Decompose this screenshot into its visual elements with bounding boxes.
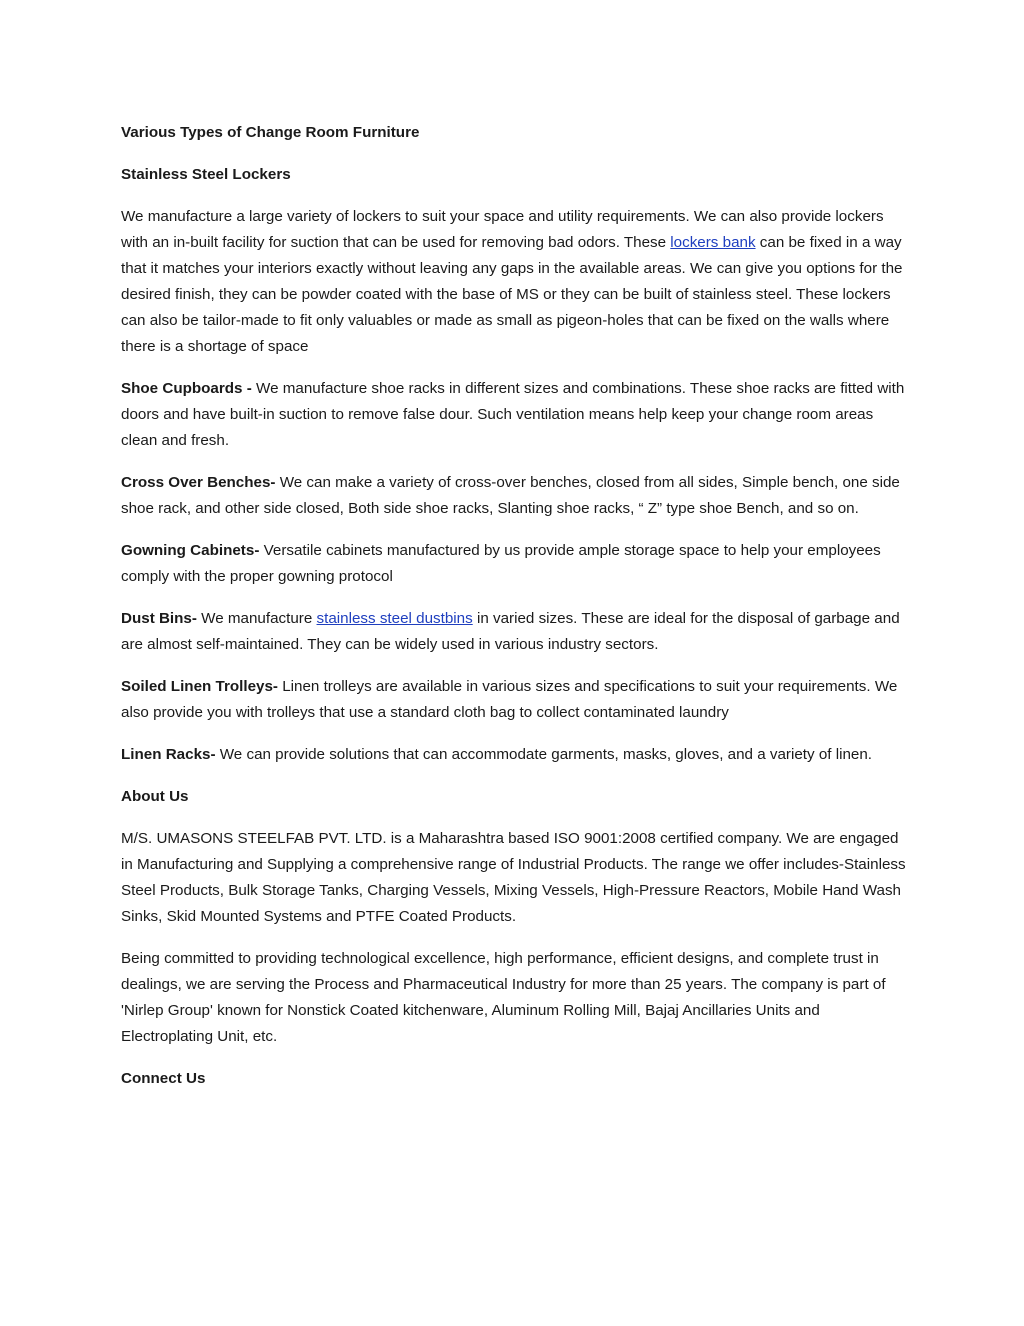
shoe-cupboards-paragraph [121, 376, 907, 454]
document-page [121, 120, 907, 1108]
gowning-lead: Gowning Cabinets- [121, 542, 260, 559]
shoe-cupboards-text: We manufacture shoe racks in different sizes and combinations. These shoe racks are fitted with doors and have built-in suction to remove false dour. Such ventilation means help keep your change room areas clean and fresh. [121, 380, 905, 449]
gowning-paragraph [121, 538, 907, 590]
gowning-text: Versatile cabinets manufactured by us provide ample storage space to help your employees comply with the proper gowning protocol [121, 542, 881, 585]
lockers-text-start: We manufacture a large variety of lockers to suit your space and utility requirements. We can also provide lockers with an in-built facility for suction that can be used for removing bad odors. These [121, 208, 884, 251]
lockers-text-end: can be fixed in a way that it matches your interiors exactly without leaving any gaps in the available areas. We can give you options for the desired finish, they can be powder coated with the base of MS or they can be built of stainless steel. These lockers can also be tailor-made to fit only valuables or made as small as pigeon-holes that can be fixed on the walls where there is a shortage of space [121, 234, 903, 355]
about-heading: About Us [121, 788, 189, 805]
connect-heading: Connect Us [121, 1070, 206, 1087]
stainless-steel-dustbins-link[interactable]: stainless steel dustbins [316, 610, 473, 627]
dust-bins-text-end: in varied sizes. These are ideal for the disposal of garbage and are almost self-maintained. They can be widely used in various industry sectors. [121, 610, 900, 653]
trolleys-lead: Soiled Linen Trolleys- [121, 678, 278, 695]
linen-racks-lead: Linen Racks- [121, 746, 216, 763]
benches-lead: Cross Over Benches- [121, 474, 276, 491]
lockers-heading: Stainless Steel Lockers [121, 166, 291, 183]
linen-racks-text: We can provide solutions that can accommodate garments, masks, gloves, and a variety of linen. [215, 746, 873, 763]
linen-racks-paragraph [121, 742, 907, 768]
shoe-cupboards-lead: Shoe Cupboards - [121, 380, 252, 397]
lockers-paragraph [121, 204, 907, 360]
trolleys-paragraph [121, 674, 907, 726]
benches-paragraph [121, 470, 907, 522]
about-paragraph-2: Being committed to providing technological excellence, high performance, efficient designs, and complete trust in dealings, we are serving the Process and Pharmaceutical Industry for more than 25 years. The company is part of 'Nirlep Group' known for Nonstick Coated kitchenware, Aluminum Rolling Mill, Bajaj Ancillaries Units and Electroplating Unit, etc. [121, 950, 886, 1045]
dust-bins-text-start: We manufacture [196, 610, 317, 627]
trolleys-text: Linen trolleys are available in various sizes and specifications to suit your requirements. We also provide you with trolleys that use a standard cloth bag to collect contaminated laundry [121, 678, 898, 721]
lockers-bank-link[interactable]: lockers bank [670, 234, 756, 251]
dust-bins-paragraph [121, 606, 907, 658]
document-title: Various Types of Change Room Furniture [121, 124, 420, 141]
benches-text: We can make a variety of cross-over benches, closed from all sides, Simple bench, one side shoe rack, and other side closed, Both side shoe racks, Slanting shoe racks, “ Z” type shoe Bench, and so on. [121, 474, 900, 517]
about-paragraph-1: M/S. UMASONS STEELFAB PVT. LTD. is a Maharashtra based ISO 9001:2008 certified company. We are engaged in Manufacturing and Supplying a comprehensive range of Industrial Products. The range we offer includes-Stainless Steel Products, Bulk Storage Tanks, Charging Vessels, Mixing Vessels, High-Pressure Reactors, Mobile Hand Wash Sinks, Skid Mounted Systems and PTFE Coated Products. [121, 830, 906, 925]
dust-bins-lead: Dust Bins- [121, 610, 197, 627]
